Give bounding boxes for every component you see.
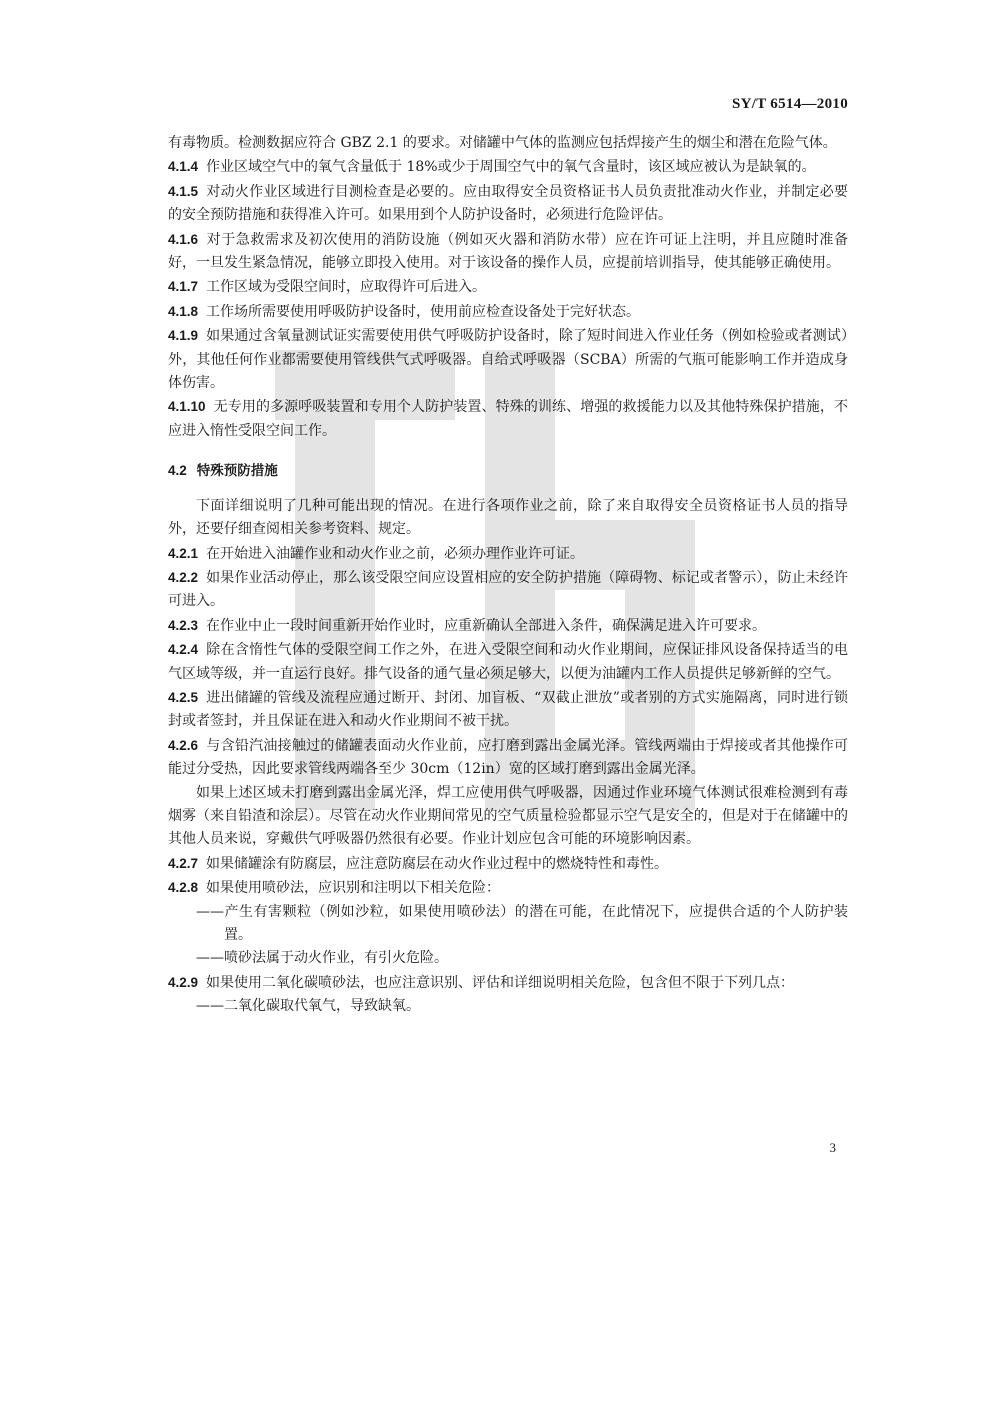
document-body	[168, 132, 848, 1019]
clause-number: 4.1.10	[168, 399, 206, 415]
clause-4-1-6: 4.1.6 对于急救需求及初次使用的消防设施（例如灭火器和消防水带）应在许可证上注明，并且应随时准备好，一旦发生紧急情况，能够立即投入使用。对于该设备的操作人员，应提前培训指导，使其能够正确使用。	[168, 231, 848, 272]
clause-number: 4.1.5	[168, 183, 199, 199]
clause-4-1-9: 4.1.9 如果通过含氧量测试证实需要使用供气呼吸防护设备时，除了短时间进入作业任务（例如检验或者测试）外，其他任何作业都需要使用管线供气式呼吸器。自给式呼吸器（SCBA）所需的气瓶可能影响工作并造成身体伤害。	[168, 328, 848, 392]
clause-4-2-4: 4.2.4 除在含惰性气体的受限空间工作之外，在进入受限空间和动火作业期间，应保证排风设备保持适当的电气区域等级，并一直运行良好。排气设备的通气量必须足够大，以便为油罐内工作人员提供足够新鲜的空气。	[168, 642, 848, 682]
clause-number: 4.2.8	[168, 880, 199, 896]
clause-4-2-5: 4.2.5 进出储罐的管线及流程应通过断开、封闭、加盲板、“双截止泄放”或者别的方式实施隔离，同时进行锁封或者签封，并且保证在进入和动火作业期间不被干扰。	[168, 689, 848, 730]
standard-code: SY/T 6514—2010	[731, 96, 848, 112]
clause-number: 4.2.6	[168, 737, 199, 753]
list-item: ——产生有害颗粒（例如沙粒，如果使用喷砂法）的潜在可能，在此情况下，应提供合适的个人防护装置。	[196, 903, 848, 943]
clause-4-1-8: 4.1.8 工作场所需要使用呼吸防护设备时，使用前应检查设备处于完好状态。	[168, 303, 641, 320]
clause-4-2-9: 4.2.9 如果使用二氧化碳喷砂法，也应注意识别、评估和详细说明相关危险，包含但不限于下列几点：	[168, 974, 795, 991]
page-number: 3	[829, 1140, 836, 1155]
paragraph-continued: 有毒物质。检测数据应符合 GBZ 2.1 的要求。对储罐中气体的监测应包括焊接产生的烟尘和潜在危险气体。	[168, 135, 837, 151]
section-title: 特殊预防措施	[196, 463, 278, 479]
clause-number: 4.1.7	[168, 279, 199, 295]
clause-4-1-7: 4.1.7 工作区域为受限空间时，应取得许可后进入。	[168, 279, 487, 296]
clause-number: 4.1.8	[168, 303, 199, 319]
clause-4-1-5: 4.1.5 对动火作业区域进行目测检查是必要的。应由取得安全员资格证书人员负责批准动火作业，并制定必要的安全预防措施和获得准入许可。如果用到个人防护设备时，必须进行危险评估。	[168, 183, 848, 224]
paragraph-4-2-6-continued: 如果上述区域未打磨到露出金属光泽，焊工应使用供气呼吸器，因通过作业环境气体测试很难检测到有毒烟雾（来自铅渣和涂层）。尽管在动火作业期间常见的空气质量检验都显示空气是安全的，但是对于在储罐中的其他人员来说，穿戴供气呼吸器仍然很有必要。作业计划应包含可能的环境影响因素。	[168, 784, 848, 848]
section-number: 4.2	[168, 463, 187, 479]
clause-number: 4.2.7	[168, 855, 199, 871]
clause-4-2-1: 4.2.1 在开始进入油罐作业和动火作业之前，必须办理作业许可证。	[168, 545, 585, 562]
clause-4-2-8: 4.2.8 如果使用喷砂法，应识别和注明以下相关危险：	[168, 880, 501, 897]
clause-number: 4.1.9	[168, 328, 199, 344]
clause-number: 4.2.9	[168, 974, 199, 990]
section-heading	[168, 459, 848, 482]
clause-4-2-3: 4.2.3 在作业中止一段时间重新开始作业时，应重新确认全部进入条件，确保满足进入许可要求。	[168, 617, 767, 634]
intro-paragraph: 下面详细说明了几种可能出现的情况。在进行各项作业之前，除了来自取得安全员资格证书人员的指导外，还要仔细查阅相关参考资料、规定。	[168, 497, 848, 538]
list-item: ——喷砂法属于动火作业，有引火危险。	[196, 950, 448, 967]
clause-4-1-4: 4.1.4 作业区域空气中的氧气含量低于 18%或少于周围空气中的氧气含量时，该区域应被认为是缺氧的。	[168, 159, 816, 176]
clause-4-2-7: 4.2.7 如果储罐涂有防腐层，应注意防腐层在动火作业过程中的燃烧特性和毒性。	[168, 855, 669, 872]
clause-number: 4.2.2	[168, 569, 199, 585]
clause-number: 4.2.1	[168, 545, 199, 561]
clause-4-2-2: 4.2.2 如果作业活动停止，那么该受限空间应设置相应的安全防护措施（障碍物、标记或者警示），防止未经许可进入。	[168, 569, 848, 610]
clause-number: 4.1.6	[168, 231, 199, 247]
clause-4-2-6: 4.2.6 与含铅汽油接触过的储罐表面动火作业前，应打磨到露出金属光泽。管线两端由于焊接或者其他操作可能过分受热，因此要求管线两端各至少 30cm（12in）宽的区域打磨到露出金属光泽。	[168, 737, 848, 778]
clause-number: 4.1.4	[168, 159, 199, 175]
list-item: ——二氧化碳取代氧气，导致缺氧。	[196, 998, 420, 1015]
clause-number: 4.2.5	[168, 689, 199, 705]
clause-number: 4.2.4	[168, 642, 199, 658]
clause-4-1-10: 4.1.10 无专用的多源呼吸装置和专用个人防护装置、特殊的训练、增强的救援能力以及其他特殊保护措施，不应进入惰性受限空间工作。	[168, 399, 848, 439]
clause-number: 4.2.3	[168, 617, 199, 633]
